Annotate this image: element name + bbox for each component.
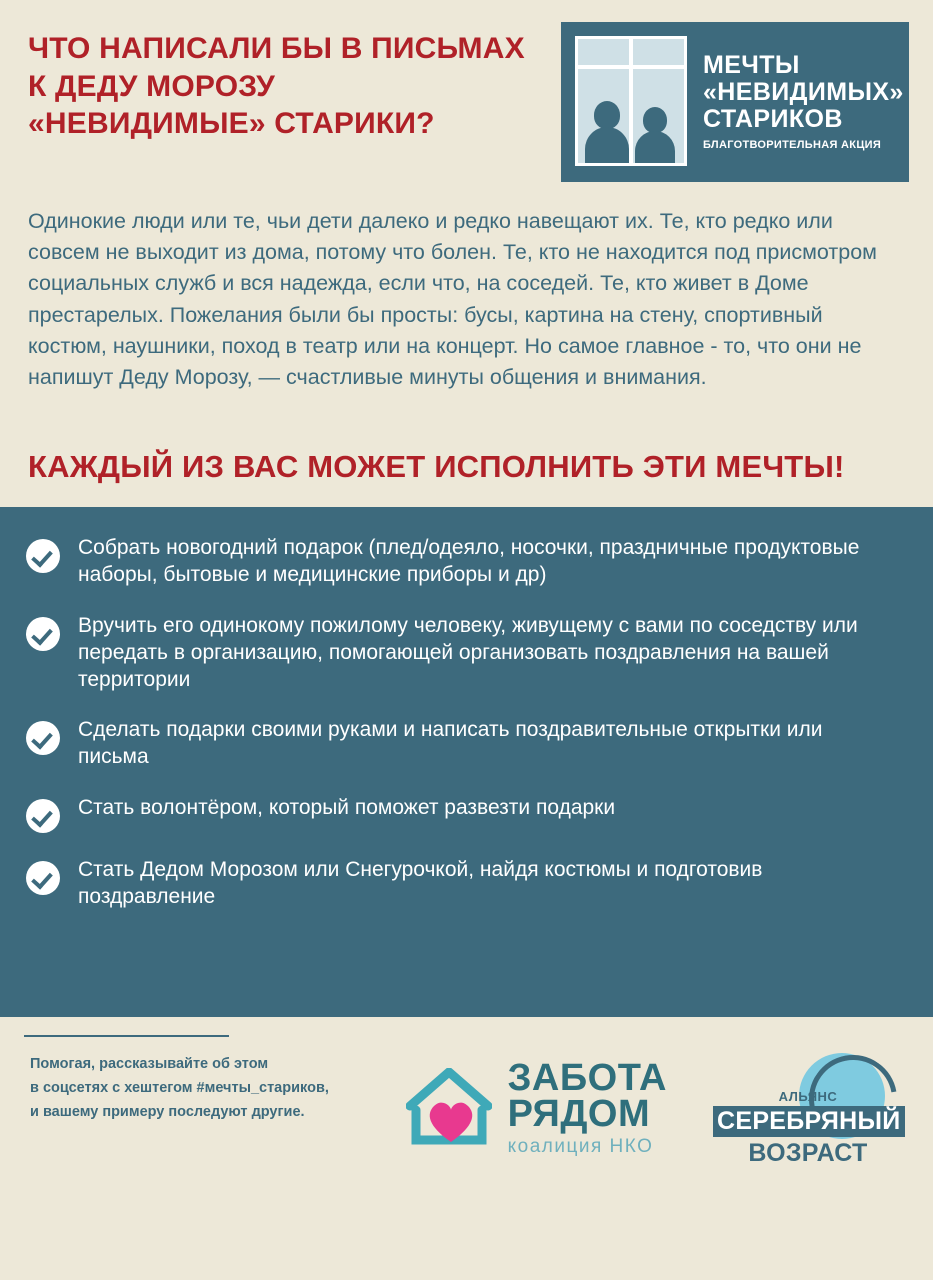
logo-line-2: «НЕВИДИМЫХ» <box>703 78 904 106</box>
check-circle-icon <box>26 617 60 651</box>
silver-line-2: СЕРЕБРЯНЫЙ <box>713 1106 905 1137</box>
footer-note <box>24 1017 329 1125</box>
zabota-ryadom-text <box>507 1056 667 1157</box>
list-item <box>26 613 903 694</box>
list-item <box>26 857 903 911</box>
footer-note-line-3: и вашему примеру последуют другие. <box>30 1103 305 1120</box>
list-item-label: Стать волонтёром, который поможет развезти подарки <box>78 796 616 820</box>
list-item-label: Сделать подарки своими руками и написать поздравительные открытки или письма <box>78 718 823 769</box>
divider <box>24 1035 229 1037</box>
logo-subtitle: БЛАГОТВОРИТЕЛЬНАЯ АКЦИЯ <box>703 139 882 151</box>
campaign-logo <box>561 22 909 182</box>
poster-header <box>0 0 933 182</box>
headline-line-3: «НЕВИДИМЫЕ» СТАРИКИ? <box>28 107 435 140</box>
headline-line-2: К ДЕДУ МОРОЗУ <box>28 69 275 103</box>
list-item <box>26 717 903 771</box>
footer-note-line-2: в соцсетях с хештегом #мечты_стариков, <box>30 1079 329 1096</box>
headline-line-1: ЧТО НАПИСАЛИ БЫ В ПИСЬМАХ <box>28 32 525 65</box>
check-circle-icon <box>26 861 60 895</box>
house-with-heart-icon <box>398 1062 506 1154</box>
zabota-line-3: коалиция НКО <box>507 1135 654 1157</box>
intro-paragraph: Одинокие люди или те, чьи дети далеко и редко навещают их. Те, кто редко или совсем не выходит из дома, потому что болен. Те, кто не находится под присмотром социальных служб и вся надежда, если что, на соседей. Те, кто живет в Доме престарелых. Пожелания были бы просты: бусы, картина на стену, спортивный костюм, наушники, поход в театр или на концерт. Но самое главное - то, что они не напишут Деду Морозу, — счастливые минуты общения и внимания. <box>28 209 877 389</box>
campaign-logo-text <box>687 36 904 168</box>
zabota-line-1: ЗАБОТА <box>507 1056 667 1099</box>
list-item <box>26 535 903 589</box>
window-icon <box>575 36 687 166</box>
list-item <box>26 795 903 833</box>
silver-line-1: АЛЬЯНС <box>778 1089 838 1105</box>
list-item-label: Стать Дедом Морозом или Снегурочкой, найдя костюмы и подготовив поздравление <box>78 858 763 909</box>
silver-age-text <box>713 1089 903 1168</box>
actions-panel <box>0 507 933 1017</box>
zabota-line-2: РЯДОМ <box>507 1093 651 1136</box>
poster-footer <box>0 1017 933 1207</box>
call-to-action-band <box>0 423 933 507</box>
silver-age-logo <box>713 1053 903 1168</box>
page-title <box>28 30 525 143</box>
silver-line-3: ВОЗРАСТ <box>748 1139 868 1168</box>
check-circle-icon <box>26 721 60 755</box>
check-circle-icon <box>26 539 60 573</box>
zabota-ryadom-logo <box>398 1056 667 1157</box>
logo-line-1: МЕЧТЫ <box>703 51 800 79</box>
footer-note-line-1: Помогая, рассказывайте об этом <box>30 1056 269 1073</box>
list-item-label: Вручить его одинокому пожилому человеку, живущему с вами по соседству или передать в организацию, помогающей организовать поздравления на вашей территории <box>78 613 858 691</box>
logo-line-3: СТАРИКОВ <box>703 105 843 133</box>
partner-logos <box>398 1017 909 1168</box>
list-item-label: Собрать новогодний подарок (плед/одеяло, носочки, праздничные продуктовые наборы, бытовые и медицинские приборы и др) <box>78 536 860 586</box>
call-to-action-title: КАЖДЫЙ ИЗ ВАС МОЖЕТ ИСПОЛНИТЬ ЭТИ МЕЧТЫ! <box>28 449 845 485</box>
check-circle-icon <box>26 799 60 833</box>
